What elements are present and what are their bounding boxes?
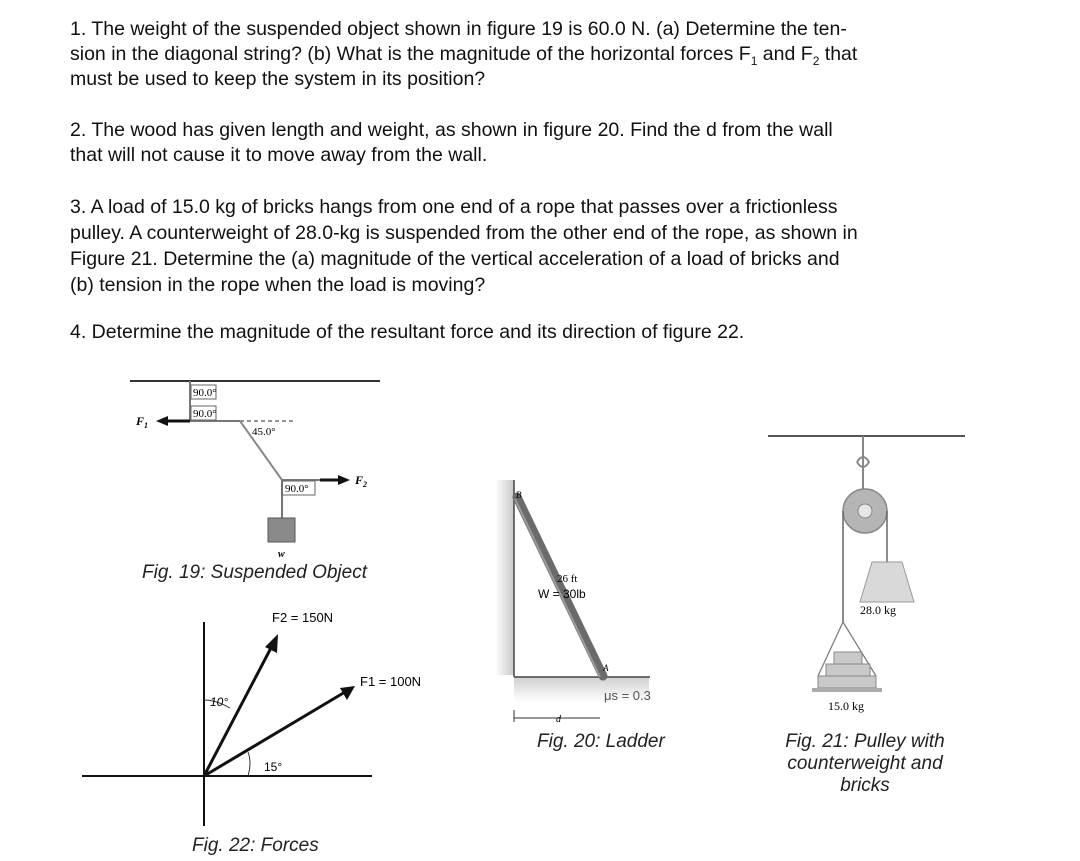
label-counterweight: 28.0 kg [860, 603, 896, 617]
label-bricks: 15.0 kg [828, 699, 864, 713]
pulley-axle [858, 504, 872, 518]
q2-line2: that will not cause it to move away from the wall. [70, 144, 488, 166]
fig20-caption: Fig. 20: Ladder [537, 731, 665, 752]
q1-line2: sion in the diagonal string? (b) What is the magnitude of the horizontal forces $F_1$ and $F_2$ that [70, 43, 858, 68]
q3-line1: 3. A load of 15.0 kg of bricks hangs from one end of a rope that passes over a frictionless [70, 196, 838, 218]
label-point-b: B [516, 490, 522, 500]
label-f1-force: F1 = 100N [360, 674, 422, 689]
label-angle-diag: 45.0° [252, 426, 276, 438]
label-f2-force: F2 = 150N [272, 610, 334, 625]
q3-line3: Figure 21. Determine the (a) magnitude of the vertical acceleration of a load of bricks and [70, 248, 840, 270]
counterweight [860, 562, 914, 602]
label-ladder-weight: W = 30lb [538, 587, 586, 601]
label-f2: $F_2$ [355, 473, 368, 489]
brick-row-2 [826, 664, 870, 676]
label-friction: μs = 0.3 [604, 688, 651, 703]
fig21-caption-line1: Fig. 21: Pulley with [785, 731, 945, 752]
q3-line2: pulley. A counterweight of 28.0-kg is suspended from the other end of the rope, as shown in [70, 222, 858, 244]
q2-line1: 2. The wood has given length and weight, as shown in figure 20. Find the d from the wall [70, 119, 833, 141]
q3-line4: (b) tension in the rope when the load is moving? [70, 274, 486, 296]
fig21-caption-line3: bricks [840, 775, 890, 796]
q4-line1: 4. Determine the magnitude of the resultant force and its direction of figure 22. [70, 321, 745, 343]
label-distance: d [556, 714, 561, 725]
label-weight: w [278, 549, 285, 560]
q1-line3: must be used to keep the system in its position? [70, 68, 486, 90]
brick-row-3 [834, 652, 862, 664]
label-f1: $F_1$ [136, 414, 149, 430]
label-angle-15: 15° [264, 760, 283, 774]
label-angle-right: 90.0° [285, 483, 309, 495]
fig21-caption-line2: counterweight and [787, 753, 943, 774]
label-angle-mid: 90.0° [193, 408, 217, 420]
label-point-a: A [603, 663, 609, 673]
label-angle-top: 90.0° [193, 387, 217, 399]
q1-line1: 1. The weight of the suspended object shown in figure 19 is 60.0 N. (a) Determine the ten- [70, 18, 847, 40]
label-length: 26 ft [557, 573, 578, 585]
fig19-caption: Fig. 19: Suspended Object [142, 562, 367, 583]
label-angle-10: 10° [210, 695, 229, 709]
brick-row-1 [818, 676, 876, 688]
brick-platform [812, 688, 882, 692]
fig21-caption [775, 731, 955, 797]
fig22-caption: Fig. 22: Forces [192, 835, 319, 856]
